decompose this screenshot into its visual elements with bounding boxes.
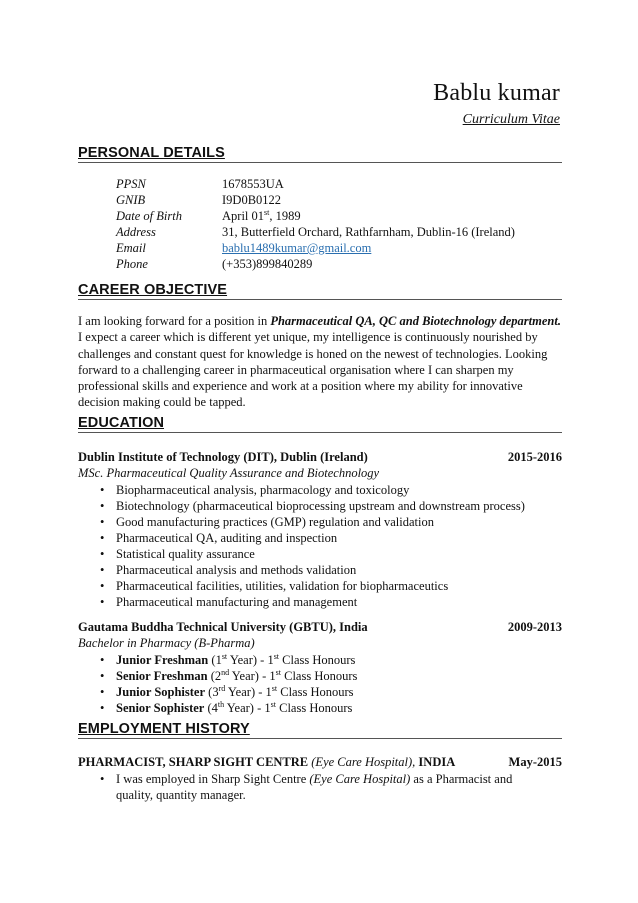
detail-row-dob: Date of Birth April 01st, 1989: [116, 207, 301, 223]
email-link[interactable]: bablu1489kumar@gmail.com: [222, 241, 372, 255]
list-item: • Good manufacturing practices (GMP) regulation and validation: [100, 514, 525, 530]
job-date: May-2015: [508, 755, 562, 769]
personal-details-heading: PERSONAL DETAILS: [78, 145, 225, 161]
education-years: 2015-2016: [507, 450, 562, 464]
list-item: • Pharmaceutical QA, auditing and inspection: [100, 530, 525, 546]
degree-title: Bachelor in Pharmacy (B-Pharma): [78, 636, 255, 650]
detail-row-ppsn: PPSN 1678553UA: [116, 177, 284, 191]
document-subtitle: Curriculum Vitae: [462, 112, 560, 127]
section-divider: [78, 738, 562, 739]
education-years: 2009-2013: [507, 620, 562, 634]
candidate-name: Bablu kumar: [433, 80, 560, 106]
course-list: [100, 482, 525, 610]
honours-list: [100, 652, 357, 716]
degree-title: MSc. Pharmaceutical Quality Assurance and Biotechnology: [78, 466, 380, 480]
education-heading: EDUCATION: [78, 415, 165, 431]
list-item: • Statistical quality assurance: [100, 546, 525, 562]
list-item: • Pharmaceutical facilities, utilities, validation for biopharmaceutics: [100, 578, 525, 594]
section-divider: [78, 162, 562, 163]
institution-name: Gautama Buddha Technical University (GBTU), India: [78, 620, 368, 634]
education-entry-dit: [78, 450, 562, 465]
employment-history-heading: EMPLOYMENT HISTORY: [78, 721, 250, 737]
list-item: • Pharmaceutical manufacturing and management: [100, 594, 525, 610]
detail-row-phone: Phone (+353)899840289: [116, 257, 313, 271]
list-item: • Junior Sophister (3rd Year) - 1st Class Honours: [100, 684, 357, 700]
detail-row-gnib: GNIB I9D0B0122: [116, 193, 282, 207]
career-objective-text: I am looking forward for a position in Pharmaceutical QA, QC and Biotechnology department. I expect a career which is different yet unique, my intelligence is continuously nourished by challenges and constant quest for knowledge is honed on the newest of technologies. Looking forward to a challenging career in pharmaceutical organisation where I can sharpen my professional skills and experience and work at a position where my ability for innovative decision making could be tapped.: [78, 314, 561, 410]
section-divider: [78, 432, 562, 433]
education-entry-gbtu: [78, 620, 562, 635]
detail-row-email: Email bablu1489kumar@gmail.com: [116, 241, 372, 255]
career-objective-heading: CAREER OBJECTIVE: [78, 282, 228, 298]
list-item: • Junior Freshman (1st Year) - 1st Class Honours: [100, 652, 357, 668]
list-item: • Senior Sophister (4th Year) - 1st Class Honours: [100, 700, 357, 716]
list-item: • Pharmaceutical analysis and methods validation: [100, 562, 525, 578]
list-item: • Biotechnology (pharmaceutical bioprocessing upstream and downstream process): [100, 498, 525, 514]
job-description-list: [100, 771, 540, 803]
list-item: • I was employed in Sharp Sight Centre (Eye Care Hospital) as a Pharmacist and quality, quantity manager.: [100, 771, 540, 803]
employer-note: (Eye Care Hospital),: [311, 755, 416, 769]
institution-name: Dublin Institute of Technology (DIT), Dublin (Ireland): [78, 450, 368, 464]
list-item: • Senior Freshman (2nd Year) - 1st Class Honours: [100, 668, 357, 684]
personal-details-table: [116, 176, 515, 272]
section-divider: [78, 299, 562, 300]
employment-entry: [78, 755, 562, 770]
list-item: • Biopharmaceutical analysis, pharmacology and toxicology: [100, 482, 525, 498]
job-country: INDIA: [418, 755, 456, 769]
job-title: PHARMACIST, SHARP SIGHT CENTRE: [78, 755, 309, 769]
detail-row-address: Address 31, Butterfield Orchard, Rathfarnham, Dublin-16 (Ireland): [116, 225, 515, 239]
